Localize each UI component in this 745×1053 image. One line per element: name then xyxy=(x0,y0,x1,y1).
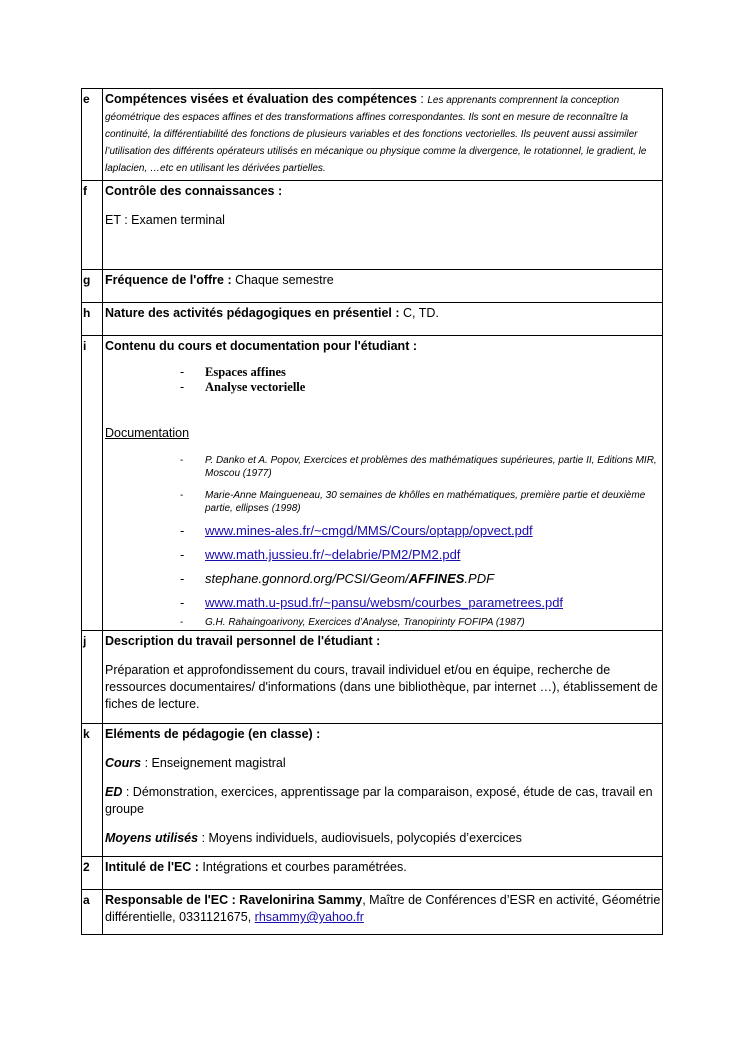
link-u-psud[interactable]: www.math.u-psud.fr/~pansu/websm/courbes_parametrees.pdf xyxy=(205,595,564,610)
row-label: g xyxy=(82,270,103,303)
row-title: Responsable de l'EC : Ravelonirina Sammy xyxy=(105,893,363,907)
row-title: Contenu du cours et documentation pour l'étudiant : xyxy=(105,339,417,353)
row-label: f xyxy=(82,181,103,270)
course-table xyxy=(81,88,663,935)
row-label: k xyxy=(82,724,103,857)
list-item: - G.H. Rahaingoarivony, Exercices d’Analyse, Tranopirinty FOFIPA (1987) xyxy=(180,617,525,628)
references-list xyxy=(105,454,661,629)
row-content xyxy=(103,89,663,181)
row-label: i xyxy=(82,336,103,631)
row-label: h xyxy=(82,303,103,336)
list-item: - www.math.u-psud.fr/~pansu/websm/courbes_parametrees.pdf xyxy=(180,595,564,610)
row-k xyxy=(82,724,663,857)
list-item: - Marie-Anne Maingueneau, 30 semaines de khôlles en mathématiques, première partie et deuxième partie, ellipses (1998) xyxy=(180,490,646,514)
row-label: j xyxy=(82,631,103,724)
row-content xyxy=(103,857,663,890)
row-content xyxy=(103,724,663,857)
row-title: Description du travail personnel de l'étudiant : xyxy=(105,634,381,648)
row-content xyxy=(103,336,663,631)
row-a xyxy=(82,890,663,935)
topics-list xyxy=(105,365,661,395)
list-item: - www.math.jussieu.fr/~delabrie/PM2/PM2.pdf xyxy=(180,547,461,562)
row-f xyxy=(82,181,663,270)
link-jussieu[interactable]: www.math.jussieu.fr/~delabrie/PM2/PM2.pdf xyxy=(205,547,461,562)
cours-line: Cours : Enseignement magistral xyxy=(105,756,286,770)
row-content xyxy=(103,303,663,336)
ec-title-text: Intégrations et courbes paramétrées. xyxy=(198,860,407,874)
row-content xyxy=(103,270,663,303)
work-text: Préparation et approfondissement du cours, travail individuel et/ou en équipe, recherche de ressources documentaires/ d'informations (dans une bibliothèque, par internet …), établissement de fiches de lecture. xyxy=(105,663,658,711)
row-label: 2 xyxy=(82,857,103,890)
row-label: e xyxy=(82,89,103,181)
list-item: - Espaces affines xyxy=(180,365,286,379)
list-item: - Analyse vectorielle xyxy=(180,380,306,394)
row-h xyxy=(82,303,663,336)
activities-text: C, TD. xyxy=(399,306,439,320)
list-item: - P. Danko et A. Popov, Exercices et problèmes des mathématiques supérieures, partie II, Editions MIR, Moscou (1977) xyxy=(180,455,657,479)
row-title: Contrôle des connaissances : xyxy=(105,184,283,198)
row-content xyxy=(103,890,663,935)
row-title: Nature des activités pédagogiques en présentiel : xyxy=(105,306,400,320)
row-content xyxy=(103,181,663,270)
frequency-text: Chaque semestre xyxy=(231,273,334,287)
row-label: a xyxy=(82,890,103,935)
link-mines-ales[interactable]: www.mines-ales.fr/~cmgd/MMS/Cours/optapp/opvect.pdf xyxy=(205,523,533,538)
row-title: Fréquence de l'offre : xyxy=(105,273,232,287)
row-e xyxy=(82,89,663,181)
row-i xyxy=(82,336,663,631)
competences-text: Les apprenants comprennent la conception géométrique des espaces affines et des transformations affines correspondantes. Ils sont en mesure de reconnaître la continuité, la différentiabilité des fonctions de plusieurs variables et des fonctions vectorielles. Ils peuvent aussi assimiler l’utilisation des différents opérateurs utilisés en mécanique ou physique comme la divergence, le rotationnel, le gradient, le laplacien, …etc en utilisant les dérivées partielles. xyxy=(105,95,647,174)
row-title: Eléments de pédagogie (en classe) : xyxy=(105,727,321,741)
ed-line: ED : Démonstration, exercices, apprentissage par la comparaison, exposé, étude de cas, travail en groupe xyxy=(105,785,653,816)
separator: : xyxy=(416,92,428,106)
moyens-line: Moyens utilisés : Moyens individuels, audiovisuels, polycopiés d’exercices xyxy=(105,831,522,845)
row-g xyxy=(82,270,663,303)
documentation-heading: Documentation xyxy=(105,426,190,440)
row-j xyxy=(82,631,663,724)
list-item: - www.mines-ales.fr/~cmgd/MMS/Cours/optapp/opvect.pdf xyxy=(180,523,533,538)
row-title: Compétences visées et évaluation des compétences xyxy=(105,92,417,106)
responsable-text: , Maître de Conférences d’ESR en activité, Géométrie différentielle, 0331121675, xyxy=(105,893,661,924)
email-link[interactable]: rhsammy@yahoo.fr xyxy=(254,910,364,924)
exam-text: ET : Examen terminal xyxy=(105,213,225,227)
row-2 xyxy=(82,857,663,890)
row-content xyxy=(103,631,663,724)
gonnord-link-text: stephane.gonnord.org/PCSI/Geom/AFFINES.PDF xyxy=(205,571,495,586)
list-item: - stephane.gonnord.org/PCSI/Geom/AFFINES.PDF xyxy=(180,571,495,586)
row-title: Intitulé de l'EC : xyxy=(105,860,199,874)
